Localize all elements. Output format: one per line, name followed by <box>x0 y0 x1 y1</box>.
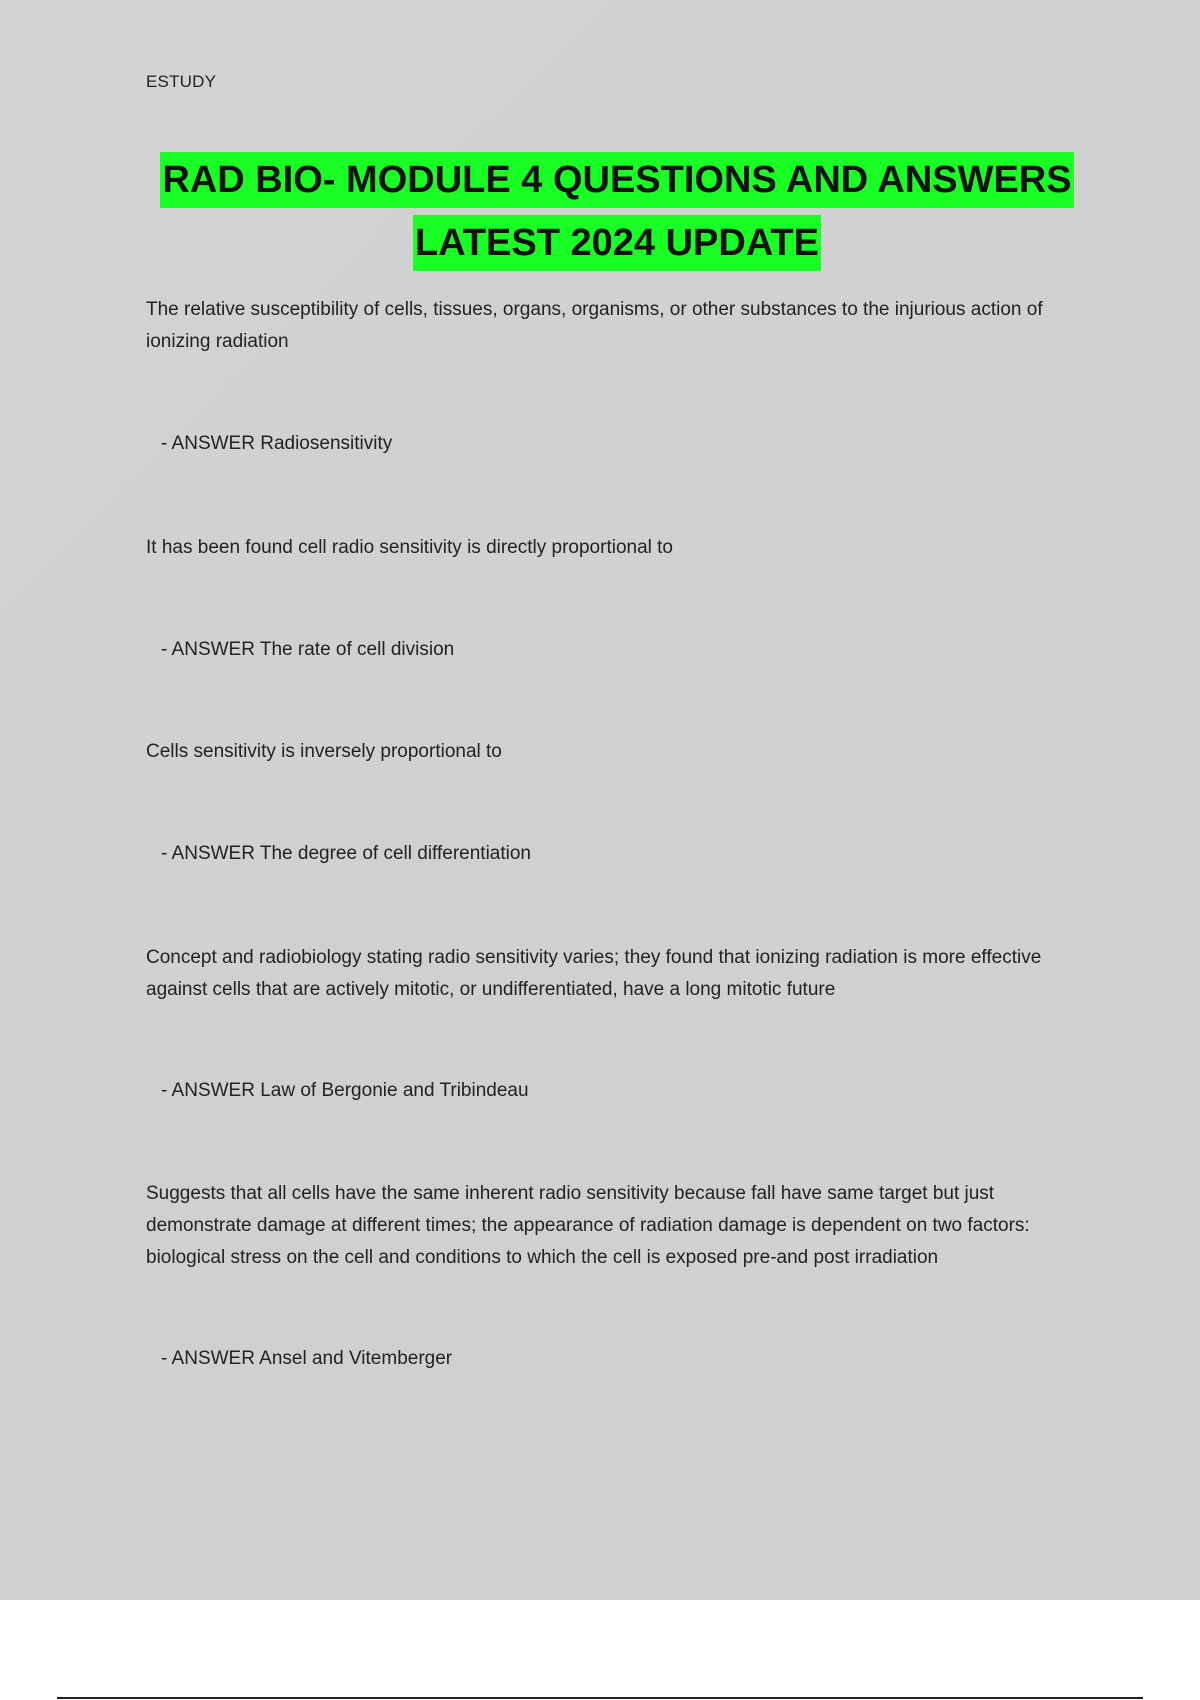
question-5: Suggests that all cells have the same inherent radio sensitivity because fall have same target but just demonstrate damage at different times; the appearance of radiation damage is dependent on two factors: biological stress on the cell and conditions to which the cell is exposed pre-and post irradiation <box>146 1183 1030 1268</box>
question-3: Cells sensitivity is inversely proportional to <box>146 741 502 762</box>
title-line-1: RAD BIO- MODULE 4 QUESTIONS AND ANSWERS <box>160 152 1073 208</box>
answer-1: - ANSWER Radiosensitivity <box>161 433 393 454</box>
answer-5: - ANSWER Ansel and Vitemberger <box>161 1348 453 1369</box>
answer-4: - ANSWER Law of Bergonie and Tribindeau <box>161 1080 529 1101</box>
answer-2: - ANSWER The rate of cell division <box>161 639 455 660</box>
title-line-2: LATEST 2024 UPDATE <box>413 215 821 271</box>
brand-label: ESTUDY <box>146 72 217 91</box>
question-2: It has been found cell radio sensitivity is directly proportional to <box>146 537 673 558</box>
question-4: Concept and radiobiology stating radio sensitivity varies; they found that ionizing radiation is more effective against cells that are actively mitotic, or undifferentiated, have a long mitotic future <box>146 947 1042 1000</box>
question-1: The relative susceptibility of cells, tissues, organs, organisms, or other substances to the injurious action of ionizing radiation <box>146 299 1043 352</box>
document-title <box>0 152 1200 278</box>
answer-3: - ANSWER The degree of cell differentiation <box>161 843 531 864</box>
footer-divider <box>57 1697 1143 1699</box>
